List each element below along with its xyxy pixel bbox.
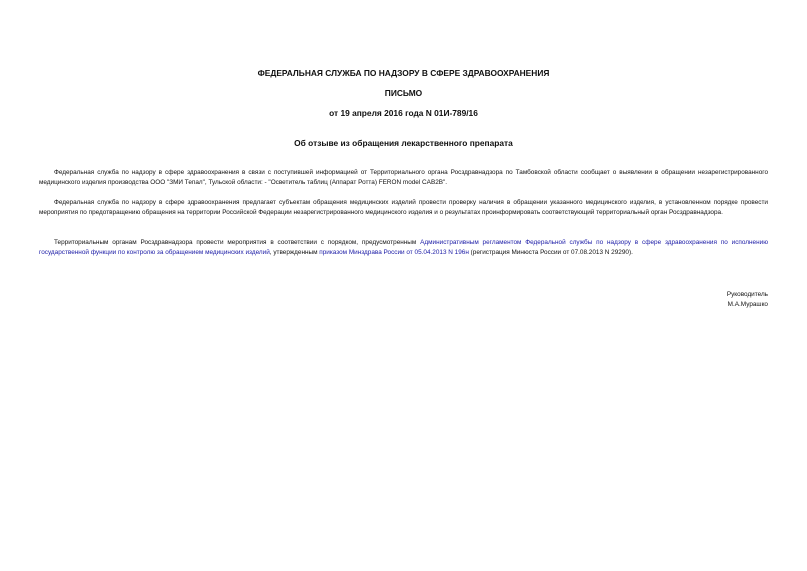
document-type: ПИСЬМО	[384, 88, 423, 98]
signature-block	[727, 290, 768, 310]
signature-name: М.А.Мурашко	[727, 301, 768, 308]
document-subject: Об отзыве из обращения лекарственного препарата	[294, 138, 513, 148]
paragraph-2: Федеральная служба по надзору в сфере здравоохранения предлагает субъектам обращения медицинских изделий провести проверку наличия в обращении указанного медицинского изделия, в установленном порядке провести мероприятия по предотвращению обращения на территории Российской Федерации незарегистрированного медицинского изделия и о результатах проинформировать соответствующий территориальный орган Росздравнадзора.	[39, 199, 768, 216]
document-date-number: от 19 апреля 2016 года N 01И-789/16	[329, 108, 478, 118]
agency-title: ФЕДЕРАЛЬНАЯ СЛУЖБА ПО НАДЗОРУ В СФЕРЕ ЗДРАВООХРАНЕНИЯ	[257, 68, 550, 78]
order-link[interactable]: приказом Минздрава России от 05.04.2013 N 196н	[319, 249, 469, 256]
signature-position: Руководитель	[726, 291, 768, 298]
paragraph-3-text-b: , утвержденным	[269, 249, 320, 256]
paragraph-3-text-c: (регистрация Минюста России от 07.08.2013 N 29290).	[468, 249, 633, 256]
paragraph-3-text-a: Территориальным органам Росздравнадзора провести мероприятия в соответствии с порядком, предусмотренным	[54, 239, 421, 246]
regulation-link[interactable]: Административным регламентом Федеральной службы по надзору в сфере здравоохранения по исполнению государственной функции по контролю за обращением медицинских изделий	[39, 239, 768, 256]
paragraph-1: Федеральная служба по надзору в сфере здравоохранения в связи с поступившей информацией от Территориального органа Росздравнадзора по Тамбовской области сообщает о выявлении в обращении незарегистрированного медицинского изделия производства ООО "ЗМИ Тепал", Тульской области: - "Осветитель таблиц (Аппарат Ротта) FERON model CAB2B".	[39, 169, 768, 186]
paragraph-3	[39, 238, 768, 258]
